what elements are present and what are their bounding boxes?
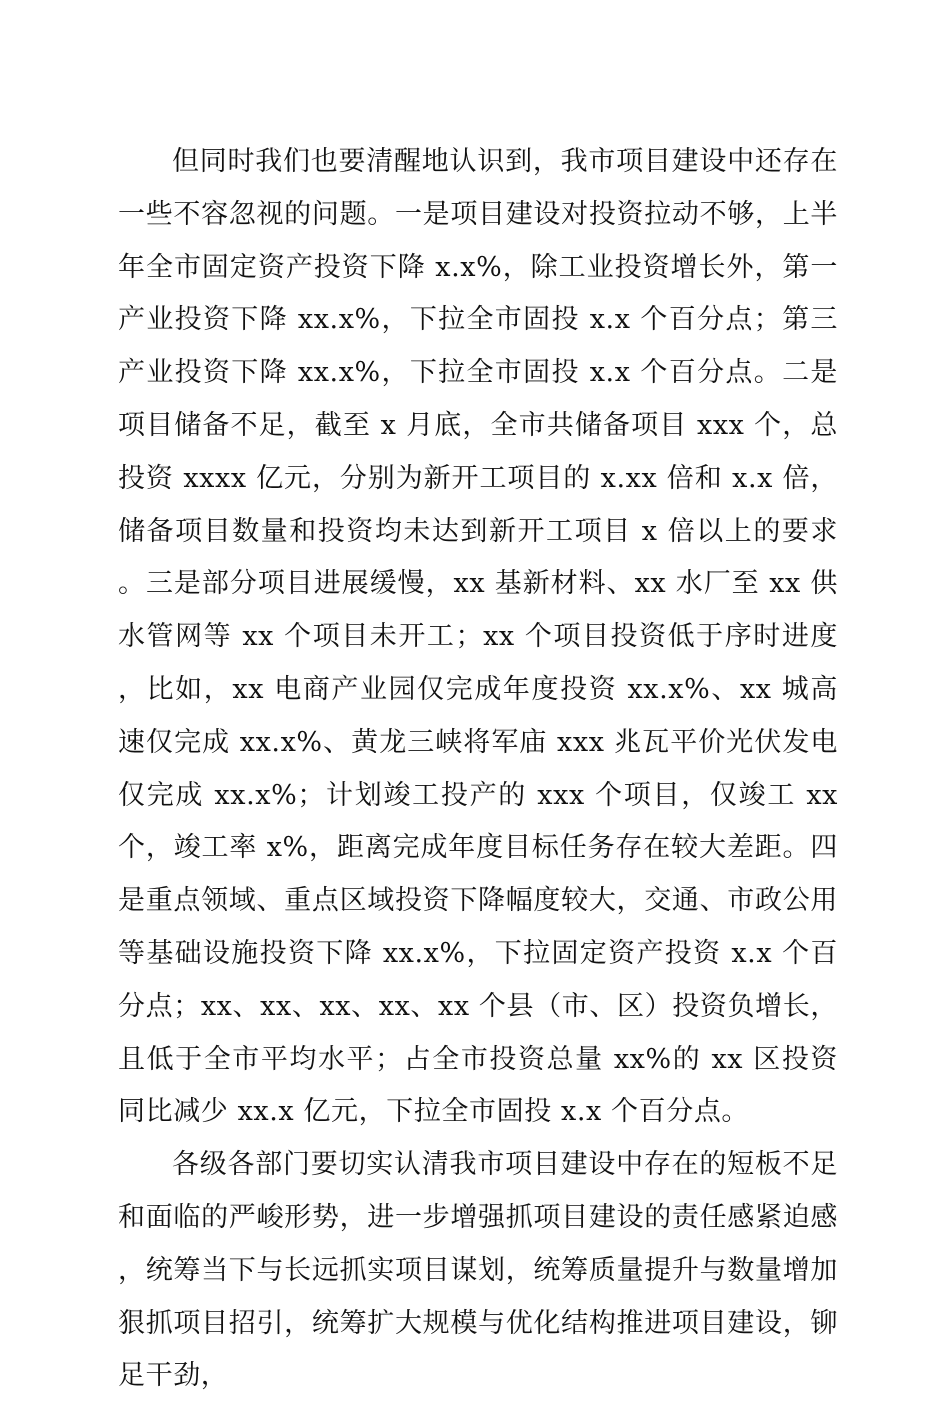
paragraph-requirements: 各级各部门要切实认清我市项目建设中存在的短板不足和面临的严峻形势，进一步增强抓项目建设的责任感紧迫感，统筹当下与长远抓实项目谋划，统筹质量提升与数量增加狠抓项目招引，统筹扩大规模与优化结构推进项目建设，铆足干劲， [118, 1149, 838, 1392]
paragraph-problems: 但同时我们也要清醒地认识到，我市项目建设中还存在一些不容忽视的问题。一是项目建设对投资拉动不够，上半年全市固定资产投资下降 x.x%，除工业投资增长外，第一产业投资下降 xx.x%，下拉全市固投 x.x 个百分点；第三产业投资下降 xx.x%，下拉全市固投 x.x 个百分点。二是项目储备不足，截至 x 月底，全市共储备项目 xxx 个，总投资 xxxx 亿元，分别为新开工项目的 x.xx 倍和 x.x 倍，储备项目数量和投资均未达到新开工项目 x 倍以上的要求。三是部分项目进展缓慢，xx 基新材料、xx 水厂至 xx 供水管网等 xx 个项目未开工；xx 个项目投资低于序时进度，比如，xx 电商产业园仅完成年度投资 xx.x%、xx 城高速仅完成 xx.x%、黄龙三峡将军庙 xxx 兆瓦平价光伏发电仅完成 xx.x%；计划竣工投产的 xxx 个项目，仅竣工 xx 个，竣工率 x%，距离完成年度目标任务存在较大差距。四是重点领域、重点区域投资下降幅度较大，交通、市政公用等基础设施投资下降 xx.x%，下拉固定资产投资 x.x 个百分点；xx、xx、xx、xx、xx 个县（市、区）投资负增长，且低于全市平均水平；占全市投资总量 xx%的 xx 区投资同比减少 xx.x 亿元，下拉全市固投 x.x 个百分点。 [118, 146, 838, 1128]
body-text [118, 136, 838, 1403]
